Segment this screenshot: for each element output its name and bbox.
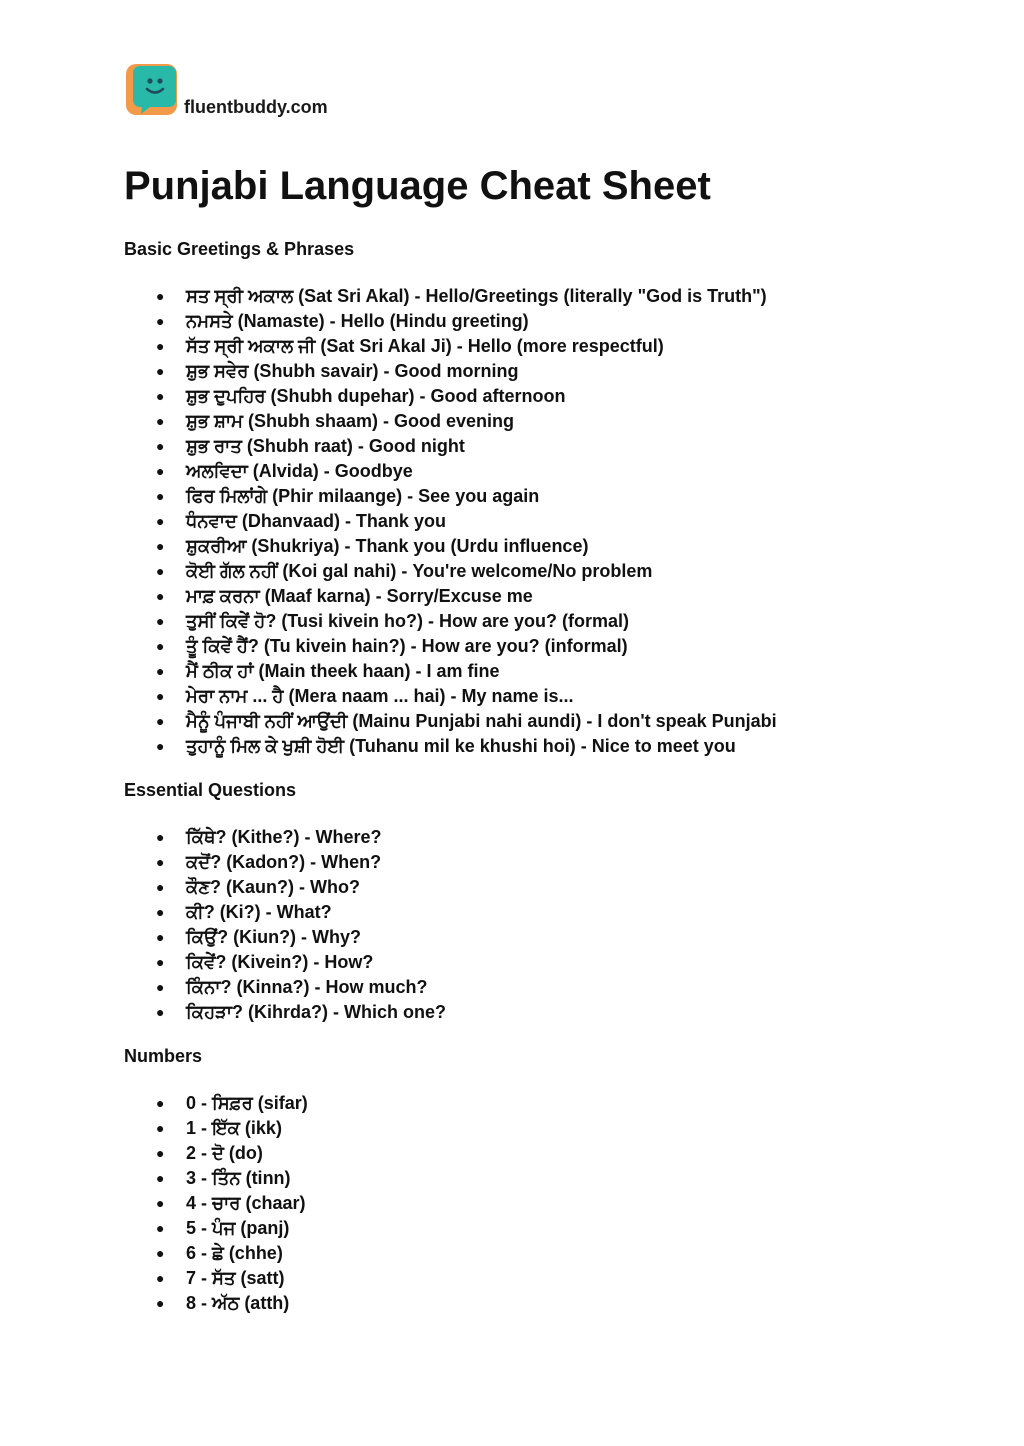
- bullet-icon: ●: [156, 854, 165, 870]
- bullet-icon: ●: [156, 829, 165, 845]
- list-item-text: 6 - ਛੇ (chhe): [186, 1243, 283, 1263]
- list-item-text: 3 - ਤਿੰਨ (tinn): [186, 1168, 291, 1188]
- bullet-icon: ●: [156, 979, 165, 995]
- list-item: [124, 1216, 944, 1241]
- list-item: [124, 1166, 944, 1191]
- bullet-icon: ●: [156, 929, 165, 945]
- numbers-list: [124, 1091, 944, 1316]
- bullet-icon: ●: [156, 513, 165, 529]
- bullet-icon: ●: [156, 879, 165, 895]
- list-item: [124, 1291, 944, 1316]
- list-item: [124, 950, 944, 975]
- list-item-text: ਸ਼ੁਭ ਰਾਤ (Shubh raat) - Good night: [186, 436, 465, 456]
- bullet-icon: ●: [156, 388, 165, 404]
- list-item-text: ਕੌਣ? (Kaun?) - Who?: [186, 877, 360, 897]
- list-item-text: ਤੁਹਾਨੂੰ ਮਿਲ ਕੇ ਖੁਸ਼ੀ ਹੋਈ (Tuhanu mil ke khushi hoi) - Nice to meet you: [186, 736, 736, 756]
- list-item-text: ਕੋਈ ਗੱਲ ਨਹੀਂ (Koi gal nahi) - You're welcome/No problem: [186, 561, 653, 581]
- list-item: [124, 309, 944, 334]
- list-item: [124, 659, 944, 684]
- list-item-text: 8 - ਅੱਠ (atth): [186, 1293, 290, 1313]
- bullet-icon: ●: [156, 1195, 165, 1211]
- list-item: [124, 409, 944, 434]
- list-item-text: ਤੁਸੀਂ ਕਿਵੇਂ ਹੋ? (Tusi kivein ho?) - How are you? (formal): [186, 611, 630, 631]
- bullet-icon: ●: [156, 438, 165, 454]
- list-item: [124, 684, 944, 709]
- list-item: [124, 875, 944, 900]
- bullet-icon: ●: [156, 1270, 165, 1286]
- list-item-text: ਸੱਤ ਸ੍ਰੀ ਅਕਾਲ ਜੀ (Sat Sri Akal Ji) - Hello (more respectful): [186, 336, 664, 356]
- section-essential-questions: [124, 779, 944, 1025]
- bullet-icon: ●: [156, 1295, 165, 1311]
- bullet-icon: ●: [156, 1170, 165, 1186]
- bullet-icon: ●: [156, 338, 165, 354]
- list-item-text: ਸ਼ੁਕਰੀਆ (Shukriya) - Thank you (Urdu influence): [186, 536, 589, 556]
- section-heading: Numbers: [124, 1046, 203, 1066]
- list-item-text: ਕੀ? (Ki?) - What?: [186, 902, 332, 922]
- list-item-text: ਕਿਹੜਾ? (Kihrda?) - Which one?: [186, 1002, 446, 1022]
- list-item-text: ਫਿਰ ਮਿਲਾਂਗੇ (Phir milaange) - See you again: [186, 486, 540, 506]
- list-item-text: ਧੰਨਵਾਦ (Dhanvaad) - Thank you: [186, 511, 446, 531]
- bullet-icon: ●: [156, 738, 165, 754]
- list-item: [124, 1141, 944, 1166]
- list-item: [124, 634, 944, 659]
- list-item: [124, 1191, 944, 1216]
- bullet-icon: ●: [156, 613, 165, 629]
- list-item-text: ਤੂੰ ਕਿਵੇਂ ਹੈਂ? (Tu kivein hain?) - How are you? (informal): [186, 636, 628, 656]
- page-title: Punjabi Language Cheat Sheet: [124, 164, 711, 208]
- bullet-icon: ●: [156, 1120, 165, 1136]
- bullet-icon: ●: [156, 288, 165, 304]
- list-item-text: 4 - ਚਾਰ (chaar): [186, 1193, 306, 1213]
- list-item: [124, 1116, 944, 1141]
- section-heading: Basic Greetings & Phrases: [124, 239, 355, 259]
- list-item: [124, 509, 944, 534]
- list-item-text: 1 - ਇੱਕ (ikk): [186, 1118, 282, 1138]
- bullet-icon: ●: [156, 1220, 165, 1236]
- bullet-icon: ●: [156, 1145, 165, 1161]
- bullet-icon: ●: [156, 1095, 165, 1111]
- list-item: [124, 925, 944, 950]
- section-numbers: [124, 1045, 944, 1316]
- list-item-text: 2 - ਦੋ (do): [186, 1143, 263, 1163]
- list-item: [124, 334, 944, 359]
- section-basic-greetings: [124, 238, 944, 759]
- chat-bubble-face-icon: [126, 64, 177, 115]
- list-item-text: ਕਿਉਂ? (Kiun?) - Why?: [186, 927, 362, 947]
- bullet-icon: ●: [156, 663, 165, 679]
- list-item-text: ਕਦੋਂ? (Kadon?) - When?: [186, 852, 382, 872]
- list-item-text: 7 - ਸੱਤ (satt): [186, 1268, 285, 1288]
- list-item: [124, 534, 944, 559]
- bullet-icon: ●: [156, 538, 165, 554]
- list-item: [124, 825, 944, 850]
- bullet-icon: ●: [156, 713, 165, 729]
- question-list: [124, 825, 944, 1025]
- bullet-icon: ●: [156, 1004, 165, 1020]
- bullet-icon: ●: [156, 463, 165, 479]
- bullet-icon: ●: [156, 313, 165, 329]
- list-item: [124, 975, 944, 1000]
- bullet-icon: ●: [156, 638, 165, 654]
- list-item: [124, 900, 944, 925]
- list-item: [124, 734, 944, 759]
- list-item: [124, 1091, 944, 1116]
- bullet-icon: ●: [156, 688, 165, 704]
- list-item: [124, 1000, 944, 1025]
- list-item: [124, 609, 944, 634]
- bullet-icon: ●: [156, 488, 165, 504]
- list-item: [124, 484, 944, 509]
- list-item: [124, 384, 944, 409]
- list-item-text: ਸ਼ੁਭ ਸਵੇਰ (Shubh savair) - Good morning: [186, 361, 519, 381]
- list-item: [124, 1241, 944, 1266]
- list-item: [124, 559, 944, 584]
- list-item: [124, 584, 944, 609]
- list-item-text: ਸਤ ਸ੍ਰੀ ਅਕਾਲ (Sat Sri Akal) - Hello/Greetings (literally "God is Truth"): [186, 286, 767, 306]
- phrase-list: [124, 284, 944, 759]
- brand-header: [126, 64, 526, 116]
- list-item: [124, 284, 944, 309]
- bullet-icon: ●: [156, 954, 165, 970]
- bullet-icon: ●: [156, 363, 165, 379]
- list-item: [124, 434, 944, 459]
- list-item: [124, 1266, 944, 1291]
- list-item-text: ਮਾਫ਼ ਕਰਨਾ (Maaf karna) - Sorry/Excuse me: [186, 586, 533, 606]
- section-heading: Essential Questions: [124, 780, 297, 800]
- list-item-text: ਸ਼ੁਭ ਦੁਪਹਿਰ (Shubh dupehar) - Good afternoon: [186, 386, 566, 406]
- bullet-icon: ●: [156, 413, 165, 429]
- list-item-text: ਕਿੱਥੇ? (Kithe?) - Where?: [186, 827, 382, 847]
- brand-name: fluentbuddy.com: [184, 97, 328, 117]
- list-item-text: ਸ਼ੁਭ ਸ਼ਾਮ (Shubh shaam) - Good evening: [186, 411, 515, 431]
- list-item-text: ਮੈਂ ਠੀਕ ਹਾਂ (Main theek haan) - I am fine: [186, 661, 500, 681]
- list-item-text: 0 - ਸਿਫ਼ਰ (sifar): [186, 1093, 308, 1113]
- list-item-text: 5 - ਪੰਜ (panj): [186, 1218, 290, 1238]
- list-item-text: ਅਲਵਿਦਾ (Alvida) - Goodbye: [186, 461, 413, 481]
- list-item: [124, 359, 944, 384]
- bullet-icon: ●: [156, 904, 165, 920]
- list-item: [124, 459, 944, 484]
- list-item-text: ਮੇਰਾ ਨਾਮ ... ਹੈ (Mera naam ... hai) - My name is...: [186, 686, 574, 706]
- list-item-text: ਨਮਸਤੇ (Namaste) - Hello (Hindu greeting): [186, 311, 529, 331]
- bullet-icon: ●: [156, 1245, 165, 1261]
- list-item-text: ਕਿੰਨਾ? (Kinna?) - How much?: [186, 977, 428, 997]
- list-item: [124, 709, 944, 734]
- list-item-text: ਕਿਵੇਂ? (Kivein?) - How?: [186, 952, 374, 972]
- list-item: [124, 850, 944, 875]
- bullet-icon: ●: [156, 563, 165, 579]
- bullet-icon: ●: [156, 588, 165, 604]
- list-item-text: ਮੈਨੂੰ ਪੰਜਾਬੀ ਨਹੀਂ ਆਉਂਦੀ (Mainu Punjabi nahi aundi) - I don't speak Punjabi: [186, 711, 777, 731]
